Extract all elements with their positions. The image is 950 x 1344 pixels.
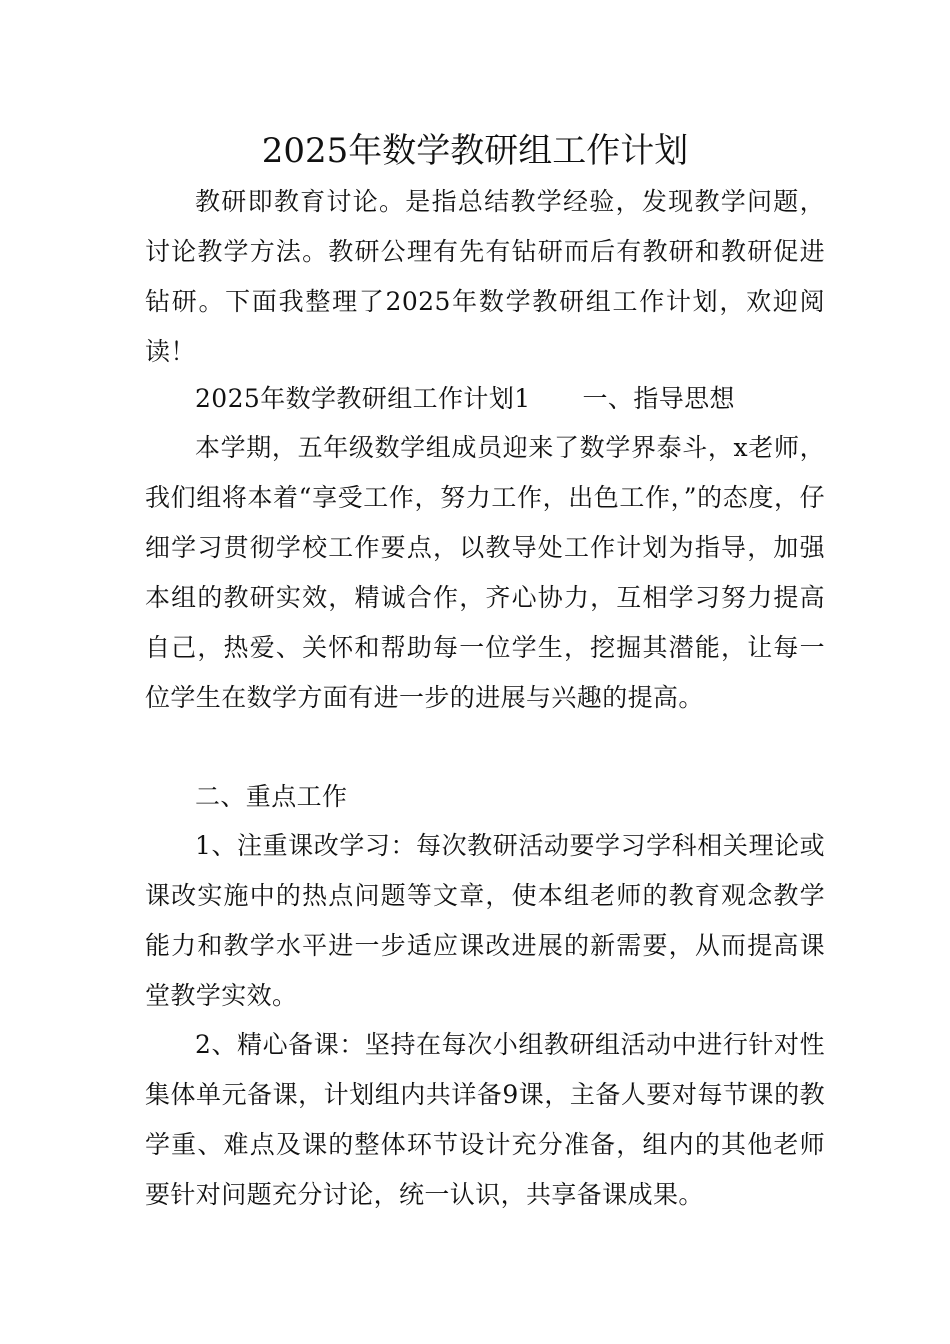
section1-heading: 一、指导思想 — [582, 384, 735, 413]
plan-heading-line — [145, 374, 825, 424]
intro-paragraph: 教研即教育讨论。是指总结教学经验，发现教学问题，讨论教学方法。教研公理有先有钻研而后有教研和教研促进钻研。下面我整理了2025年数学教研组工作计划，欢迎阅读！ — [145, 187, 825, 366]
section2-heading: 二、重点工作 — [195, 782, 348, 811]
document-title: 2025年数学教研组工作计划 — [261, 131, 689, 171]
plan-heading: 2025年数学教研组工作计划1 — [195, 384, 531, 413]
section1-paragraph: 本学期，五年级数学组成员迎来了数学界泰斗，x老师，我们组将本着“享受工作，努力工作，出色工作，”的态度，仔细学习贯彻学校工作要点，以教导处工作计划为指导，加强本组的教研实效，精诚合作，齐心协力，互相学习努力提高自己，热爱、关怀和帮助每一位学生，挖掘其潜能，让每一位学生在数学方面有进一步的进展与兴趣的提高。 — [145, 433, 825, 712]
item2-paragraph: 2、精心备课：坚持在每次小组教研组活动中进行针对性集体单元备课，计划组内共详备9课，主备人要对每节课的教学重、难点及课的整体环节设计充分准备，组内的其他老师要针对问题充分讨论，统一认识，共享备课成果。 — [145, 1030, 825, 1209]
item1-paragraph: 1、注重课改学习：每次教研活动要学习学科相关理论或课改实施中的热点问题等文章，使本组老师的教育观念教学能力和教学水平进一步适应课改进展的新需要，从而提高课堂教学实效。 — [145, 831, 825, 1010]
